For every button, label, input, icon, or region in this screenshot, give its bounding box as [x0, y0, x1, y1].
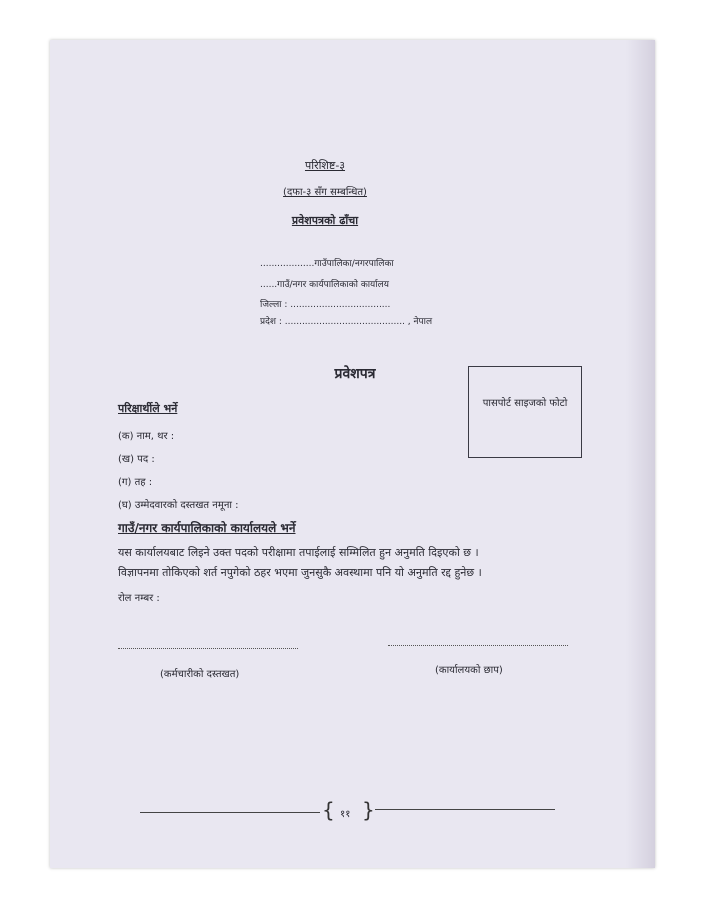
- office-line-district: जिल्ला : ...................................: [260, 300, 391, 310]
- footer-rule-left: [140, 812, 320, 813]
- office-line-executive: ......गाउँ/नगर कार्यपालिकाको कार्यालय: [260, 280, 389, 290]
- office-seal-label: (कार्यालयको छाप): [435, 665, 503, 676]
- field-post: (ख) पद :: [118, 454, 155, 465]
- roll-number-label: रोल नम्बर :: [118, 593, 160, 604]
- page-edge: [626, 40, 655, 868]
- section-reference: (दफा-३ सँग सम्बन्धित): [283, 187, 367, 198]
- office-line-municipality: ...................गाउँपालिका/नगरपालिका: [260, 259, 394, 269]
- form-title: प्रवेशपत्रको ढाँचा: [291, 214, 359, 227]
- employee-signature-line: [118, 648, 298, 649]
- field-signature-sample: (घ) उम्मेदवारको दस्तखत नमूना :: [118, 500, 239, 511]
- employee-signature-label: (कर्मचारीको दस्तखत): [160, 669, 240, 680]
- appendix-title: परिशिष्ट-३: [304, 159, 346, 172]
- admit-card-title: प्रवेशपत्र: [334, 366, 376, 382]
- photo-box-label: पासपोर्ट साइजको फोटो: [482, 398, 568, 409]
- footer-brace-left: {: [322, 798, 335, 822]
- office-section-heading: गाउँ/नगर कार्यपालिकाको कार्यालयले भर्ने: [118, 521, 296, 535]
- footer-brace-right: }: [362, 798, 375, 822]
- candidate-section-heading: परिक्षार्थीले भर्ने: [118, 402, 178, 415]
- footer-rule-right: [375, 809, 555, 810]
- field-level: (ग) तह :: [118, 477, 153, 488]
- office-condition-text: विज्ञापनमा तोकिएको शर्त नपुगेको ठहर भएमा जुनसुकै अवस्थामा पनि यो अनुमति रद्द हुनेछ ।: [118, 566, 482, 579]
- office-seal-line: [388, 645, 568, 646]
- field-name: (क) नाम, थर :: [118, 431, 175, 442]
- office-permission-text: यस कार्यालयबाट लिइने उक्त पदको परीक्षामा तपाईलाई सम्मिलित हुन अनुमति दिइएको छ ।: [118, 546, 479, 559]
- office-line-province: प्रदेश : .......................................... , नेपाल: [260, 317, 433, 327]
- page-number: ११: [340, 809, 351, 820]
- passport-photo-box: [468, 366, 582, 458]
